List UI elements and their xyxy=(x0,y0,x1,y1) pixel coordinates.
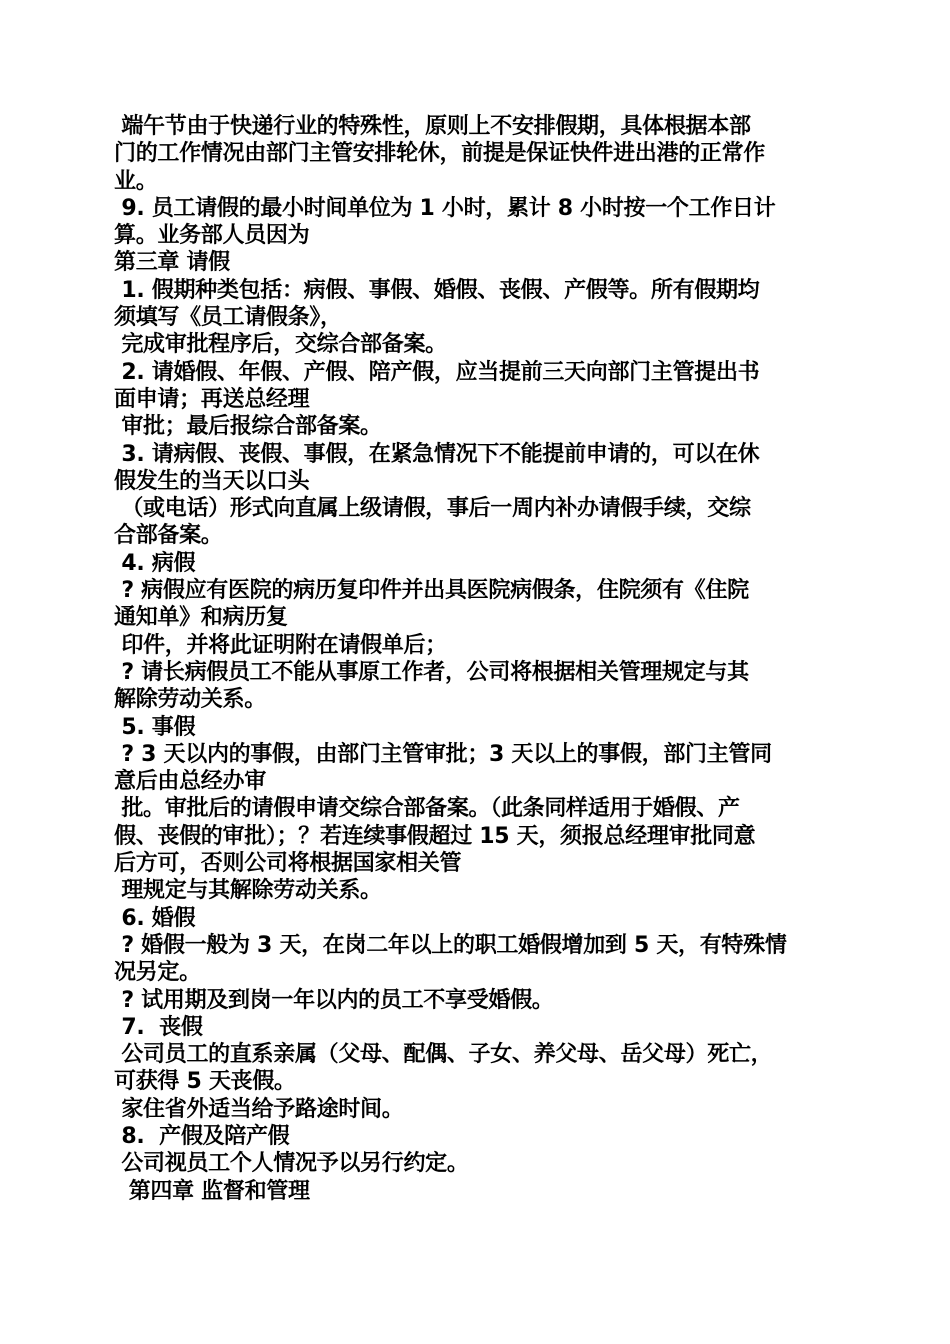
section-heading: 6. 婚假 xyxy=(114,905,196,931)
text-line: 况另定。 xyxy=(114,960,201,986)
text-line: 意后由总经办审 xyxy=(114,769,266,795)
text-line: 批。审批后的请假申请交综合部备案。（此条同样适用于婚假、产 xyxy=(114,796,740,822)
text-line: 理规定与其解除劳动关系。 xyxy=(114,878,382,904)
text-line: 9. 员工请假的最小时间单位为 1 小时，累计 8 小时按一个工作日计 xyxy=(114,195,776,221)
chapter-heading: 第四章 监督和管理 xyxy=(114,1178,310,1204)
text-line: （或电话）形式向直属上级请假，事后一周内补办请假手续，交综 xyxy=(114,496,751,522)
text-line: 印件，并将此证明附在请假单后； xyxy=(114,632,447,658)
text-line: 审批；最后报综合部备案。 xyxy=(114,414,382,440)
text-line: 可获得 5 天丧假。 xyxy=(114,1069,296,1095)
text-line: 1. 假期种类包括：病假、事假、婚假、丧假、产假等。所有假期均 xyxy=(114,277,760,303)
text-line: ? 病假应有医院的病历复印件并出具医院病假条，住院须有《住院 xyxy=(114,578,749,604)
text-line: 2. 请婚假、年假、产假、陪产假，应当提前三天向部门主管提出书 xyxy=(114,359,760,385)
text-line: 解除劳动关系。 xyxy=(114,687,266,713)
section-heading: 4. 病假 xyxy=(114,550,196,576)
text-line: 通知单》和病历复 xyxy=(114,605,288,631)
section-heading: 5. 事假 xyxy=(114,714,196,740)
text-line: 完成审批程序后，交综合部备案。 xyxy=(114,332,447,358)
text-line: 合部备案。 xyxy=(114,523,223,549)
chapter-heading: 第三章 请假 xyxy=(114,250,230,276)
text-line: 端午节由于快递行业的特殊性，原则上不安排假期，具体根据本部 xyxy=(114,114,751,139)
text-line: 假、丧假的审批）；？若连续事假超过 15 天，须报总经理审批同意 xyxy=(114,823,756,849)
text-line: 后方可，否则公司将根据国家相关管 xyxy=(114,851,462,877)
text-line: 门的工作情况由部门主管安排轮休，前提是保证快件进出港的正常作 xyxy=(114,141,766,167)
text-line: 业。 xyxy=(114,168,158,194)
text-line: 须填写《员工请假条》， xyxy=(114,305,342,331)
text-line: ? 请长病假员工不能从事原工作者，公司将根据相关管理规定与其 xyxy=(114,659,749,685)
text-line: 算。业务部人员因为 xyxy=(114,223,310,249)
text-line: 3. 请病假、丧假、事假，在紧急情况下不能提前申请的，可以在休 xyxy=(114,441,760,467)
document-body xyxy=(114,113,839,1205)
text-line: ? 婚假一般为 3 天，在岗二年以上的职工婚假增加到 5 天，有特殊情 xyxy=(114,932,787,958)
text-line: 面申请；再送总经理 xyxy=(114,386,310,412)
text-line: ? 试用期及到岗一年以内的员工不享受婚假。 xyxy=(114,987,554,1013)
text-line: 家住省外适当给予路途时间。 xyxy=(114,1096,404,1122)
section-heading: 7. 丧假 xyxy=(114,1014,203,1040)
text-line: 公司视员工个人情况予以另行约定。 xyxy=(114,1151,469,1177)
text-line: 假发生的当天以口头 xyxy=(114,468,310,494)
section-heading: 8. 产假及陪产假 xyxy=(114,1123,290,1149)
text-line: ? 3 天以内的事假，由部门主管审批；3 天以上的事假，部门主管同 xyxy=(114,741,772,767)
text-line: 公司员工的直系亲属（父母、配偶、子女、养父母、岳父母）死亡， xyxy=(114,1042,773,1068)
